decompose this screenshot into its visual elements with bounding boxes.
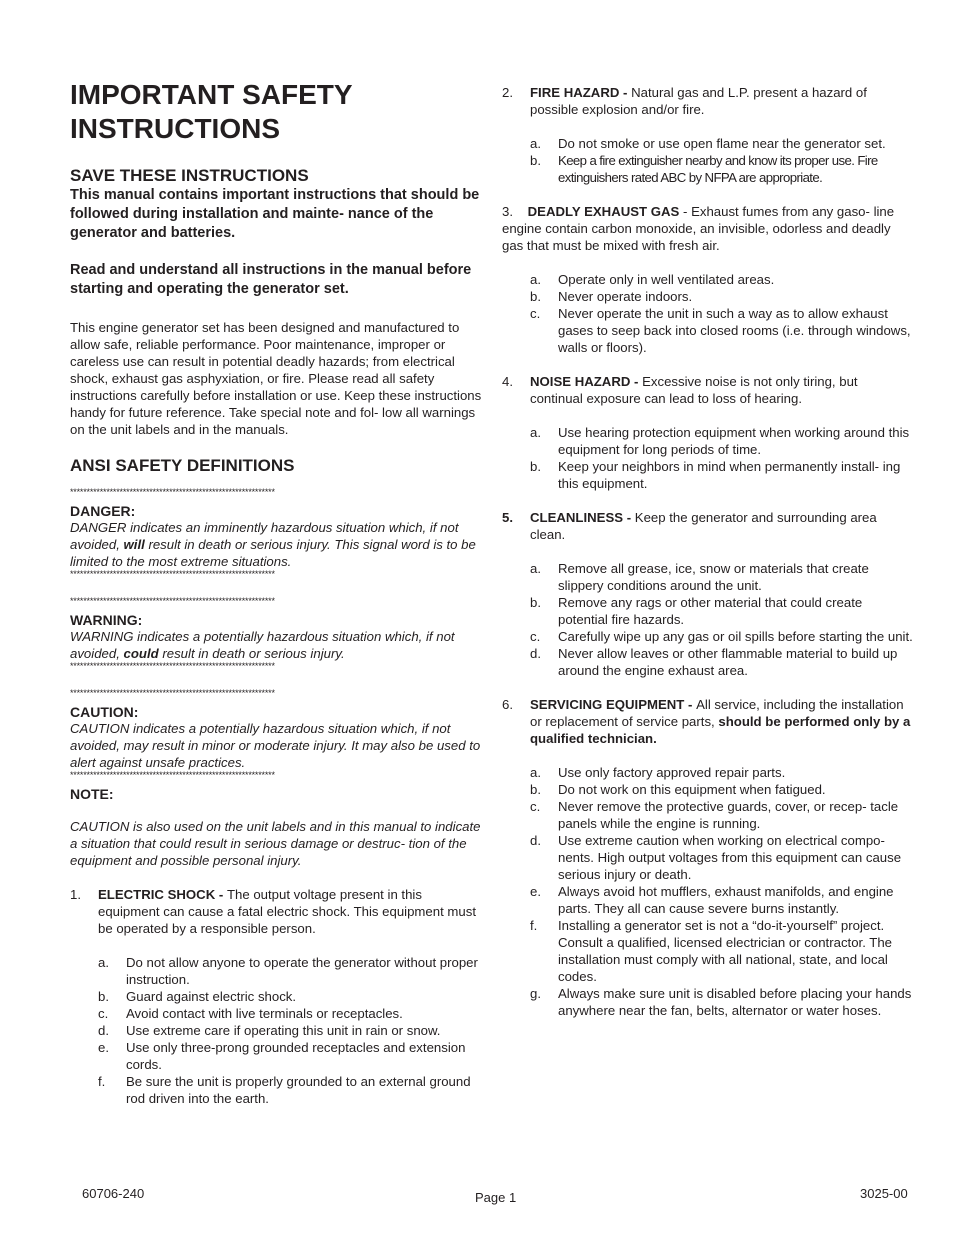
footer-revision: 3025-00 xyxy=(860,1186,908,1201)
note-label: NOTE: xyxy=(70,786,114,802)
item-text-bold: should be performed only by a qualified technician. xyxy=(530,714,911,746)
item-text: Keep the generator and surrounding area clean. xyxy=(530,510,877,542)
page-title xyxy=(70,78,482,146)
item-number: 3. xyxy=(502,204,513,219)
sub-item: a. Use only factory approved repair parts. xyxy=(530,765,786,780)
sub-item: f. Be sure the unit is properly grounded to an external ground rod driven into the earth. xyxy=(98,1074,471,1106)
title-line-2: INSTRUCTIONS xyxy=(70,113,280,144)
item-text: The output voltage present in this equipment can cause a fatal electric shock. This equipment must be operated by a responsible person. xyxy=(98,887,476,936)
safety-item-noise-hazard xyxy=(502,373,914,407)
item-heading: SERVICING EQUIPMENT - xyxy=(530,697,697,712)
sub-item: b. Keep your neighbors in mind when permanently install- ing this equipment. xyxy=(530,459,901,491)
left-column xyxy=(70,78,482,1107)
sub-item: a. Use hearing protection equipment when working around this equipment for long periods of time. xyxy=(530,425,910,457)
intro-bold: This manual contains important instructions that should be followed during installation and mainte- nance of the generator and batteries. xyxy=(70,187,480,241)
sub-item: b. Keep a fire extinguisher nearby and know its proper use. Fire extinguishers rated ABC by NFPA are appropriate. xyxy=(530,153,878,185)
sub-item: b. Remove any rags or other material that could create potential fire hazards. xyxy=(530,595,863,627)
item-text: Excessive noise is not only tiring, but continual exposure can lead to loss of hearing. xyxy=(530,374,858,406)
divider-stars: ************************************************************** xyxy=(70,488,275,497)
danger-label: DANGER: xyxy=(70,503,136,519)
sub-item: d. Never allow leaves or other flammable material to build up around the engine exhaust area. xyxy=(530,646,898,678)
item-number: 6. xyxy=(502,697,513,712)
divider-stars: ************************************************************** xyxy=(70,662,275,671)
read-bold: Read and understand all instructions in the manual before starting and operating the generator set. xyxy=(70,262,472,297)
item-heading: NOISE HAZARD - xyxy=(530,374,643,389)
item-heading: FIRE HAZARD - xyxy=(530,85,632,100)
sub-item: a. Operate only in well ventilated areas. xyxy=(530,272,775,287)
sub-item: a. Remove all grease, ice, snow or materials that create slippery conditions around the unit. xyxy=(530,561,869,593)
footer-page-number: Page 1 xyxy=(475,1190,517,1205)
item-heading: ELECTRIC SHOCK - xyxy=(98,887,227,902)
footer-part-number: 60706-240 xyxy=(82,1186,145,1201)
sub-item: a. Do not smoke or use open flame near the generator set. xyxy=(530,136,886,151)
item-text: - Exhaust fumes from any gaso- line engine contain carbon monoxide, an invisible, odorless and deadly gas that must be mixed with fresh air. xyxy=(502,204,895,253)
item-number: 2. xyxy=(502,85,513,100)
safety-item-servicing-equipment xyxy=(502,696,914,747)
item-heading: CLEANLINESS - xyxy=(530,510,635,525)
divider-stars: ************************************************************** xyxy=(70,771,275,780)
title-line-1: IMPORTANT SAFETY xyxy=(70,79,353,110)
danger-text: DANGER indicates an imminently hazardous situation which, if not avoided, will result in death or serious injury. This signal word is to be limited to the most extreme situations. xyxy=(70,520,476,569)
sub-item: e. Always avoid hot mufflers, exhaust manifolds, and engine parts. They all can cause severe burns instantly. xyxy=(530,884,894,916)
item-number: 5. xyxy=(502,510,513,525)
item-text: All service, including the installation or replacement of service parts, xyxy=(530,697,904,729)
sub-item: d. Use extreme care if operating this unit in rain or snow. xyxy=(98,1023,441,1038)
ansi-heading: ANSI SAFETY DEFINITIONS xyxy=(70,456,295,475)
safety-item-deadly-exhaust-gas xyxy=(502,203,914,254)
safety-item-fire-hazard xyxy=(502,84,914,118)
sub-item: c. Avoid contact with live terminals or receptacles. xyxy=(98,1006,403,1021)
sub-item: b. Do not work on this equipment when fatigued. xyxy=(530,782,826,797)
note-text: CAUTION is also used on the unit labels and in this manual to indicate a situation that could result in serious damage or destruc- tion of the equipment and possible personal injury. xyxy=(70,819,481,868)
safety-item-electric-shock xyxy=(70,886,482,937)
sub-item: a. Do not allow anyone to operate the generator without proper instruction. xyxy=(98,955,478,987)
divider-stars: ************************************************************** xyxy=(70,689,275,698)
item-number: 4. xyxy=(502,374,513,389)
divider-stars: ************************************************************** xyxy=(70,570,275,579)
item-heading: DEADLY EXHAUST GAS xyxy=(527,204,680,219)
sub-item: d. Use extreme caution when working on electrical compo- nents. High output voltages from this equipment can cause serious injury or death. xyxy=(530,833,902,882)
caution-label: CAUTION: xyxy=(70,704,139,720)
warning-text: WARNING indicates a potentially hazardous situation which, if not avoided, could result in death or serious injury. xyxy=(70,629,455,661)
sub-item: b. Never operate indoors. xyxy=(530,289,693,304)
item-number: 1. xyxy=(70,887,81,902)
sub-item: b. Guard against electric shock. xyxy=(98,989,297,1004)
item-text: Natural gas and L.P. present a hazard of possible explosion and/or fire. xyxy=(530,85,867,117)
right-column xyxy=(502,84,914,1019)
caution-text: CAUTION indicates a potentially hazardous situation which, if not avoided, may result in minor or moderate injury. It may also be used to alert against unsafe practices. xyxy=(70,721,481,770)
sub-item: c. Never operate the unit in such a way as to allow exhaust gases to seep back into closed rooms (i.e. through windows, walls or floors). xyxy=(530,306,911,355)
sub-item: e. Use only three-prong grounded receptacles and extension cords. xyxy=(98,1040,466,1072)
sub-item: c. Carefully wipe up any gas or oil spills before starting the unit. xyxy=(530,629,913,644)
safety-item-cleanliness xyxy=(502,509,914,543)
sub-item: g. Always make sure unit is disabled before placing your hands anywhere near the fan, belts, alternator or water hoses. xyxy=(530,986,912,1018)
sub-item: c. Never remove the protective guards, cover, or recep- tacle panels while the engine is running. xyxy=(530,799,899,831)
sub-item: f. Installing a generator set is not a “do-it-yourself” project. Consult a qualified, licensed electrician or contractor. The installation must comply with all national, state, and local codes. xyxy=(530,918,893,984)
divider-stars: ************************************************************** xyxy=(70,597,275,606)
warning-label: WARNING: xyxy=(70,612,143,628)
intro-body: This engine generator set has been designed and manufactured to allow safe, reliable performance. Poor maintenance, improper or careless use can result in potential deadly hazards; from electrical shock, exhaust gas asphyxiation, or fire. Please read all safety instructions carefully before installation or use. Keep these instructions handy for future reference. Take special note and fol- low all warnings on the unit labels and in the manuals. xyxy=(70,320,482,437)
save-heading: SAVE THESE INSTRUCTIONS xyxy=(70,166,309,185)
